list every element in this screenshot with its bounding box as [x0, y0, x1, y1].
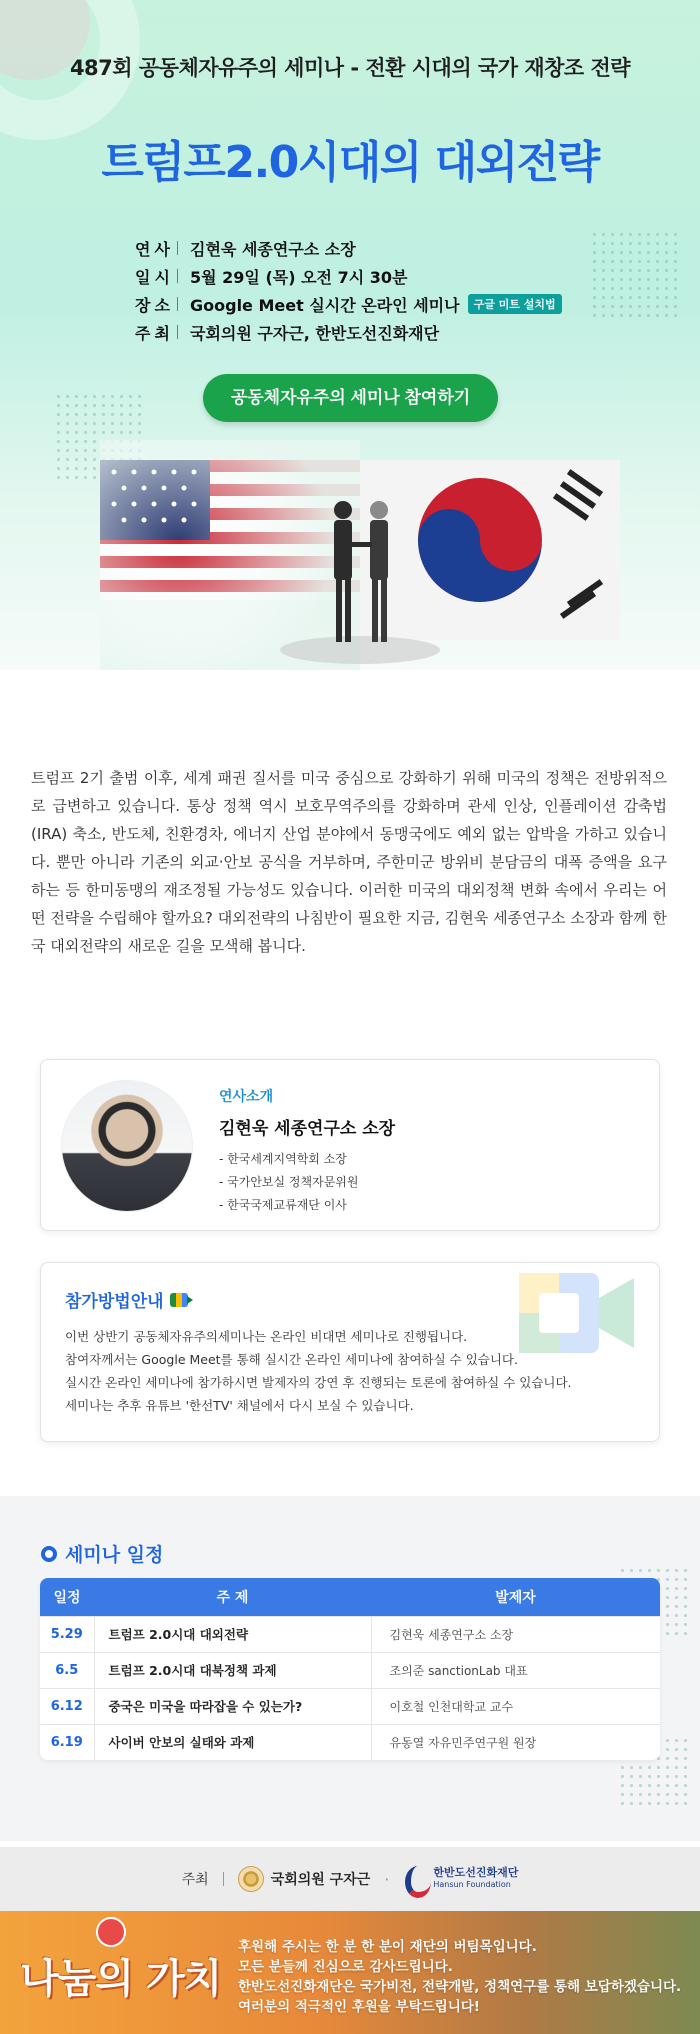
row-date: 5.29	[40, 1616, 94, 1652]
speaker-bio-item: - 한국세계지역학회 소장	[219, 1152, 347, 1166]
donation-message	[238, 1937, 681, 2017]
guide-line: 참여자께서는 Google Meet를 통해 실시간 온라인 세미나에 참여하실 수 있습니다.	[65, 1352, 518, 1367]
info-label: 주최	[135, 323, 174, 343]
row-date: 6.19	[40, 1724, 94, 1760]
divider	[223, 1872, 224, 1886]
row-topic: 트럼프 2.0시대 대북정책 과제	[94, 1652, 371, 1688]
row-topic: 트럼프 2.0시대 대외전략	[94, 1616, 371, 1652]
donation-banner[interactable]	[0, 1911, 700, 2034]
divider	[177, 325, 178, 339]
join-seminar-button[interactable]: 공동체자유주의 세미나 참여하기	[203, 374, 498, 422]
foundation-name-ko: 한반도선진화재단	[433, 1866, 519, 1879]
seminar-series-title: 487회 공동체자유주의 세미나 - 전환 시대의 국가 재창조 전략	[69, 56, 631, 80]
meet-install-guide-link[interactable]: 구글 미트 설치법	[468, 294, 562, 314]
row-presenter: 유동열 자유민주연구원 원장	[371, 1724, 660, 1760]
dot-pattern	[590, 230, 680, 320]
table-header-row	[40, 1578, 660, 1616]
bullet-ring-icon	[41, 1546, 57, 1562]
guide-title	[65, 1287, 188, 1312]
info-value: 김현욱 세종연구소 소장	[190, 239, 356, 259]
guide-line: 세미나는 추후 유튜브 '한선TV' 채널에서 다시 보실 수 있습니다.	[65, 1398, 414, 1413]
host-bar	[0, 1847, 700, 1911]
info-value: Google Meet 실시간 온라인 세미나	[190, 295, 460, 315]
hansun-logo-icon	[403, 1864, 427, 1894]
schedule-title	[41, 1540, 163, 1567]
schedule-title-text: 세미나 일정	[65, 1544, 164, 1566]
speaker-bio-item: - 한국국제교류재단 이사	[219, 1198, 347, 1212]
speaker-bio-item: - 국가안보실 정책자문위원	[219, 1175, 359, 1189]
table-row	[40, 1688, 660, 1724]
seminar-introduction: 트럼프 2기 출범 이후, 세계 패권 질서를 미국 중심으로 강화하기 위해 미국의 정책은 전방위적으로 급변하고 있습니다. 통상 정책 역시 보호무역주의를 강화하며 관세 인상, 인플레이션 감축법(IRA) 축소, 반도체, 친환경차, 에너지 산업 분야에서 동맹국에도 예외 없는 압박을 가하고 있습니다. 뿐만 아니라 기존의 외교·안보 공식을 거부하며, 주한미군 방위비 분담금의 대폭 증액을 요구하는 등 한미동맹의 재조정될 가능성도 있습니다. 이러한 미국의 대외정책 변화 속에서 우리는 어떤 전략을 수립해야 할까요? 대외전략의 나침반이 필요한 지금, 김현욱 세종연구소 소장과 함께 한국 대외전략의 새로운 길을 모색해 봅니다.	[31, 769, 667, 955]
info-value: 국회의원 구자근, 한반도선진화재단	[190, 323, 440, 343]
info-row-datetime	[135, 262, 562, 290]
column-header-topic: 주 제	[94, 1578, 371, 1616]
event-info	[135, 234, 562, 346]
column-header-presenter: 발제자	[371, 1578, 660, 1616]
google-meet-icon	[170, 1293, 188, 1307]
donation-line: 모든 분들께 진심으로 감사드립니다.	[238, 1959, 453, 1975]
divider	[177, 241, 178, 255]
info-label: 연사	[135, 239, 174, 259]
korean-flag-icon	[360, 460, 620, 640]
row-presenter: 이호철 인천대학교 교수	[371, 1688, 660, 1724]
info-label: 일시	[135, 267, 174, 287]
table-row	[40, 1652, 660, 1688]
us-korea-handshake-image	[100, 440, 620, 670]
row-date: 6.5	[40, 1652, 94, 1688]
speaker-bio-list	[219, 1148, 358, 1217]
info-label: 장소	[135, 295, 174, 315]
donation-line: 한반도선진화재단은 국가비전, 전략개발, 정책연구를 통해 보답하겠습니다.	[238, 1979, 682, 1995]
speaker-name: 김현욱 세종연구소 소장	[219, 1119, 396, 1139]
donation-line: 후원해 주시는 한 분 한 분이 재단의 버팀목입니다.	[238, 1939, 537, 1955]
row-presenter: 김현욱 세종연구소 소장	[371, 1616, 660, 1652]
heart-icon	[96, 1917, 126, 1947]
row-date: 6.12	[40, 1688, 94, 1724]
row-topic: 사이버 안보의 실태와 과제	[94, 1724, 371, 1760]
guide-line: 이번 상반기 공동체자유주의세미나는 온라인 비대면 세미나로 진행됩니다.	[65, 1329, 468, 1344]
table-row	[40, 1724, 660, 1760]
donation-line: 여러분의 적극적인 후원을 부탁드립니다!	[238, 1999, 480, 2015]
guide-title-text: 참가방법안내	[65, 1292, 164, 1312]
info-row-speaker	[135, 234, 562, 262]
participation-guide-card	[40, 1262, 660, 1442]
table-row	[40, 1616, 660, 1652]
divider	[177, 269, 178, 283]
guide-text	[65, 1325, 572, 1417]
page-title: 트럼프2.0시대의 대외전략	[101, 137, 599, 188]
hero-banner	[0, 0, 700, 670]
foundation-name-en: Hansun Foundation	[433, 1880, 511, 1889]
row-topic: 중국은 미국을 따라잡을 수 있는가?	[94, 1688, 371, 1724]
separator-dot: ·	[384, 1869, 390, 1889]
speaker-avatar	[61, 1080, 193, 1212]
guide-line: 실시간 온라인 세미나에 참가하시면 발제자의 강연 후 진행되는 토론에 참여하실 수 있습니다.	[65, 1375, 572, 1390]
hansun-foundation-logo[interactable]	[403, 1864, 518, 1894]
national-assembly-seal-icon	[238, 1866, 264, 1892]
divider	[177, 297, 178, 311]
column-header-date: 일정	[40, 1578, 94, 1616]
host-label: 주최	[181, 1872, 209, 1888]
hansun-logo-text	[433, 1867, 518, 1891]
speaker-section-label: 연사소개	[219, 1089, 274, 1105]
speaker-card	[40, 1059, 660, 1231]
info-row-venue	[135, 290, 562, 318]
info-value: 5월 29일 (목) 오전 7시 30분	[190, 267, 408, 287]
donation-logo: 나눔의 가치	[20, 1956, 222, 2002]
schedule-table	[40, 1578, 660, 1760]
host-member-name: 국회의원 구자근	[270, 1872, 371, 1888]
row-presenter: 조의준 sanctionLab 대표	[371, 1652, 660, 1688]
info-row-host	[135, 318, 562, 346]
